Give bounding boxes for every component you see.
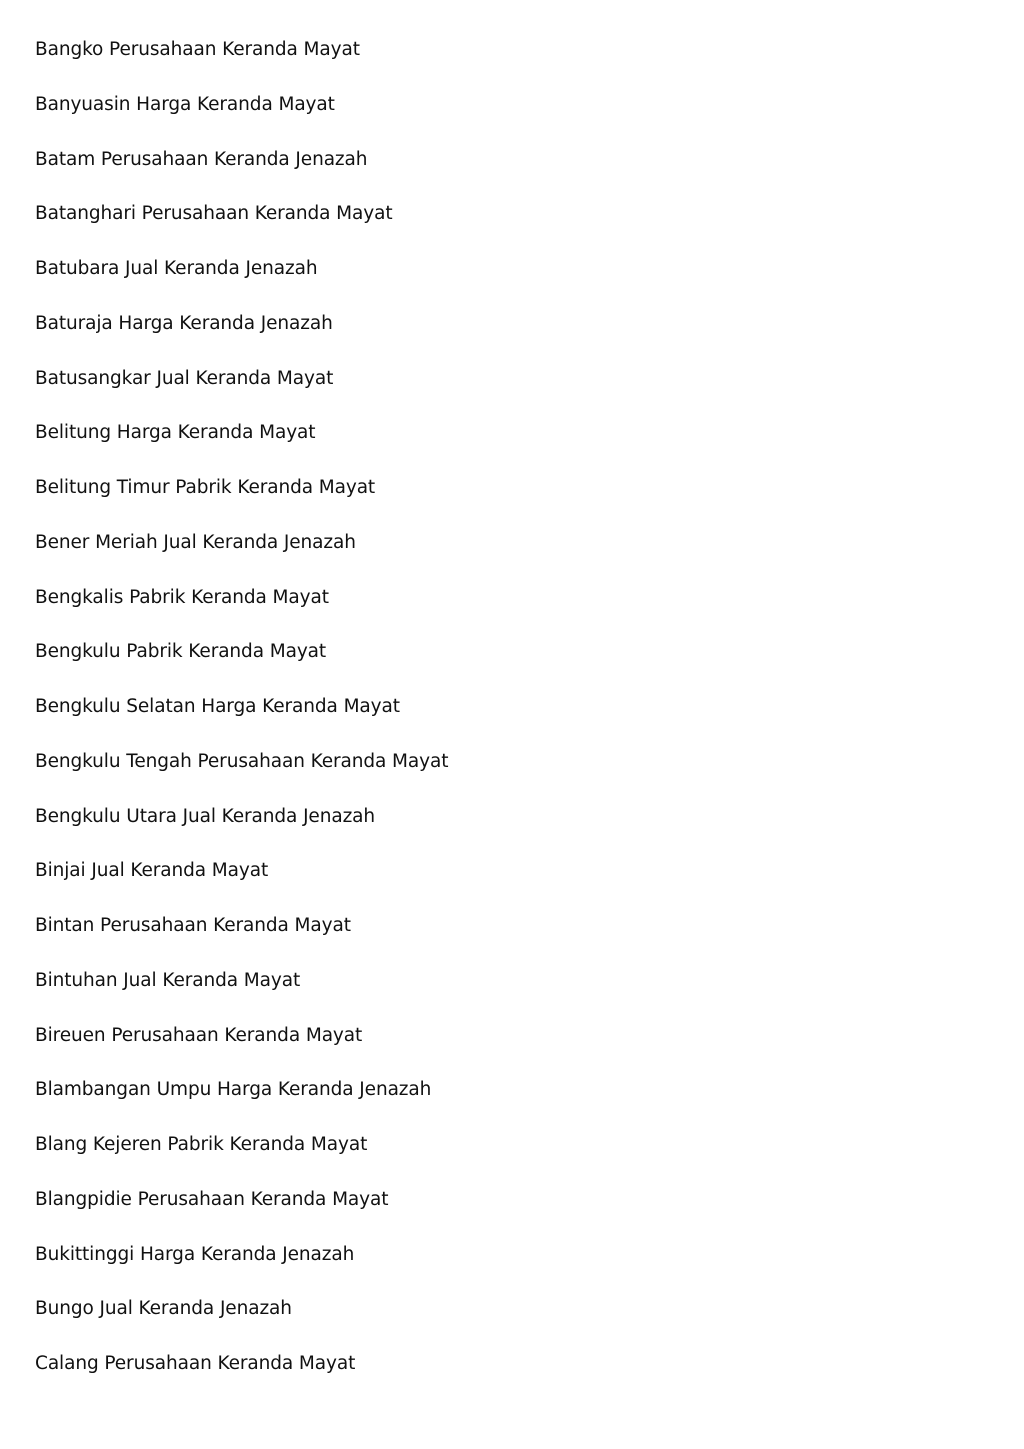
list-item: Batanghari Perusahaan Keranda Mayat bbox=[35, 203, 393, 225]
list-item: Bangko Perusahaan Keranda Mayat bbox=[35, 39, 360, 60]
list-item: Belitung Timur Pabrik Keranda Mayat bbox=[35, 477, 376, 498]
list-item: Bener Meriah Jual Keranda Jenazah bbox=[35, 531, 356, 553]
list-item: Bireuen Perusahaan Keranda Mayat bbox=[35, 1024, 363, 1046]
list-item: Bengkulu Utara Jual Keranda Jenazah bbox=[35, 805, 376, 827]
list-item: Bungo Jual Keranda Jenazah bbox=[35, 1298, 292, 1320]
location-list bbox=[35, 36, 448, 1405]
list-item: Belitung Harga Keranda Mayat bbox=[35, 422, 316, 444]
list-item: Batam Perusahaan Keranda Jenazah bbox=[35, 148, 368, 170]
list-item: Bengkulu Pabrik Keranda Mayat bbox=[35, 641, 327, 663]
list-item: Batubara Jual Keranda Jenazah bbox=[35, 258, 318, 279]
list-item: Batusangkar Jual Keranda Mayat bbox=[35, 367, 334, 389]
list-item: Bengkulu Selatan Harga Keranda Mayat bbox=[35, 696, 400, 717]
list-item: Blang Kejeren Pabrik Keranda Mayat bbox=[35, 1134, 368, 1155]
list-item: Bengkalis Pabrik Keranda Mayat bbox=[35, 586, 329, 608]
list-item: Blambangan Umpu Harga Keranda Jenazah bbox=[35, 1079, 432, 1101]
list-item: Binjai Jual Keranda Mayat bbox=[35, 860, 269, 882]
list-item: Baturaja Harga Keranda Jenazah bbox=[35, 312, 333, 334]
list-item: Bintan Perusahaan Keranda Mayat bbox=[35, 915, 351, 936]
list-item: Calang Perusahaan Keranda Mayat bbox=[35, 1353, 356, 1374]
list-item: Banyuasin Harga Keranda Mayat bbox=[35, 93, 335, 115]
list-item: Bengkulu Tengah Perusahaan Keranda Mayat bbox=[35, 750, 449, 772]
list-item: Blangpidie Perusahaan Keranda Mayat bbox=[35, 1188, 389, 1210]
list-item: Bukittinggi Harga Keranda Jenazah bbox=[35, 1243, 355, 1265]
list-item: Bintuhan Jual Keranda Mayat bbox=[35, 969, 301, 991]
